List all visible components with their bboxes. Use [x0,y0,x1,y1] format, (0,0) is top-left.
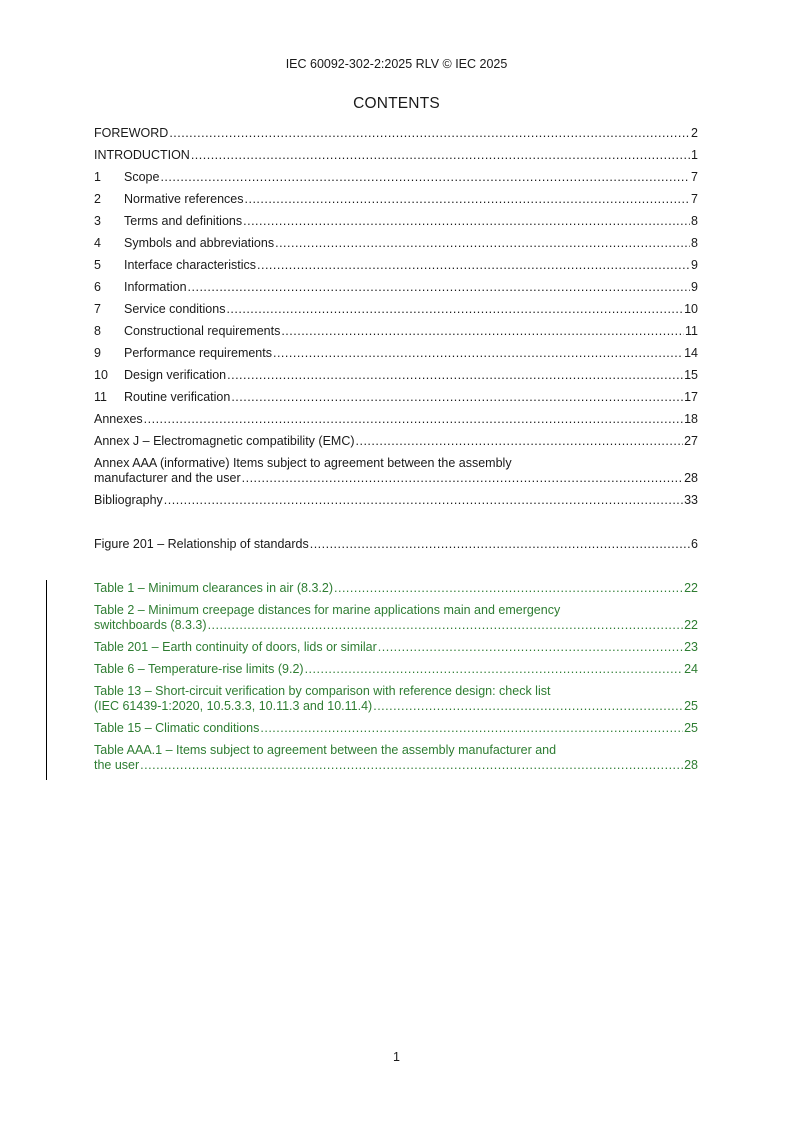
toc-label: the user [94,758,140,772]
toc-page: 8 [691,236,698,250]
toc-number: 5 [94,258,101,272]
toc-label-line1: Table AAA.1 – Items subject to agreement between the assembly manufacturer and [94,743,557,757]
toc-label: Terms and definitions [124,214,243,228]
toc-number: 4 [94,236,101,250]
page-number: 1 [393,1050,400,1064]
toc-page: 24 [684,662,698,676]
toc-page: 2 [691,126,698,140]
toc-label: Table 15 – Climatic conditions [94,721,260,735]
page-title: CONTENTS [353,95,440,112]
toc-entry-clause-3[interactable] [94,214,698,229]
toc-label: Bibliography [94,493,163,507]
toc-number: 11 [94,390,107,404]
toc-page: 6 [691,537,698,551]
toc-entry-clause-8[interactable] [94,324,698,339]
change-bar [46,580,47,780]
toc-entry-clause-2[interactable] [94,192,698,207]
toc-label: Service conditions [124,302,226,316]
toc-page: 18 [684,412,698,426]
toc-page: 14 [684,346,698,360]
toc-number: 8 [94,324,101,338]
toc-number: 9 [94,346,101,360]
toc-label: Symbols and abbreviations [124,236,275,250]
toc-label: Annexes [94,412,143,426]
toc-label: Design verification [124,368,227,382]
toc-entry-introduction[interactable] [94,148,698,163]
toc-page: 7 [691,170,698,184]
toc-label: switchboards (8.3.3) [94,618,207,632]
document-header: IEC 60092-302-2:2025 RLV © IEC 2025 [285,57,508,71]
toc-page: 9 [691,280,698,294]
toc-entry-table-13[interactable] [94,684,698,714]
toc-number: 3 [94,214,101,228]
toc-label: Interface characteristics [124,258,256,272]
toc-page: 22 [684,618,698,632]
toc-label: INTRODUCTION [94,148,190,162]
toc-page: 25 [684,721,698,735]
toc-number: 6 [94,280,101,294]
toc-entry-clause-11[interactable] [94,390,698,405]
toc-entry-table-6[interactable] [94,662,698,677]
toc-label: Table 6 – Temperature-rise limits (9.2) [94,662,304,676]
toc-entry-table-201[interactable] [94,640,698,655]
toc-entry-figure-201[interactable] [94,537,698,552]
toc-label: Annex J – Electromagnetic compatibility (EMC) [94,434,355,448]
toc-label: Figure 201 – Relationship of standards [94,537,309,551]
toc-page: 33 [684,493,698,507]
toc-entry-annex-j[interactable] [94,434,698,449]
toc-entry-clause-6[interactable] [94,280,698,295]
toc-label-line1: Annex AAA (informative) Items subject to agreement between the assembly [94,456,512,470]
toc-label: Normative references [124,192,244,206]
toc-label: Constructional requirements [124,324,281,338]
toc-label: Performance requirements [124,346,272,360]
toc-entry-clause-10[interactable] [94,368,698,383]
toc-label: Table 201 – Earth continuity of doors, lids or similar [94,640,377,654]
toc-label: manufacturer and the user [94,471,241,485]
toc-entry-annex-aaa[interactable] [94,456,698,486]
toc-page: 1 [691,148,698,162]
toc-label-line1: Table 2 – Minimum creepage distances for marine applications main and emergency [94,603,561,617]
toc-page: 11 [685,324,698,338]
toc-entry-annexes[interactable] [94,412,698,427]
toc-page: 17 [684,390,698,404]
toc-page: 8 [691,214,698,228]
toc-page: 25 [684,699,698,713]
toc-label: Routine verification [124,390,231,404]
toc-label: FOREWORD [94,126,169,140]
toc-label: Table 1 – Minimum clearances in air (8.3.2) [94,581,333,595]
toc-number: 2 [94,192,101,206]
toc-entry-clause-4[interactable] [94,236,698,251]
toc-entry-bibliography[interactable] [94,493,698,508]
toc-label-line1: Table 13 – Short-circuit verification by comparison with reference design: check list [94,684,551,698]
toc-number: 7 [94,302,101,316]
toc-page: 27 [684,434,698,448]
toc-entry-clause-5[interactable] [94,258,698,273]
toc-entry-table-2[interactable] [94,603,698,633]
toc-page: 10 [684,302,698,316]
toc-label: Information [124,280,187,294]
toc-entry-clause-1[interactable] [94,170,698,185]
toc-page: 23 [684,640,698,654]
toc-number: 10 [94,368,108,382]
toc-entry-clause-7[interactable] [94,302,698,317]
toc-entry-clause-9[interactable] [94,346,698,361]
toc-page: 7 [691,192,698,206]
toc-page: 22 [684,581,698,595]
toc-entry-table-aaa-1[interactable] [94,743,698,773]
toc-entry-table-15[interactable] [94,721,698,736]
toc-entry-foreword[interactable] [94,126,698,141]
toc-page: 28 [684,758,698,772]
toc-number: 1 [94,170,101,184]
toc-page: 15 [684,368,698,382]
toc-page: 9 [691,258,698,272]
toc-label: Scope [124,170,160,184]
toc-page: 28 [684,471,698,485]
toc-entry-table-1[interactable] [94,581,698,596]
toc-label: (IEC 61439-1:2020, 10.5.3.3, 10.11.3 and 10.11.4) [94,699,373,713]
